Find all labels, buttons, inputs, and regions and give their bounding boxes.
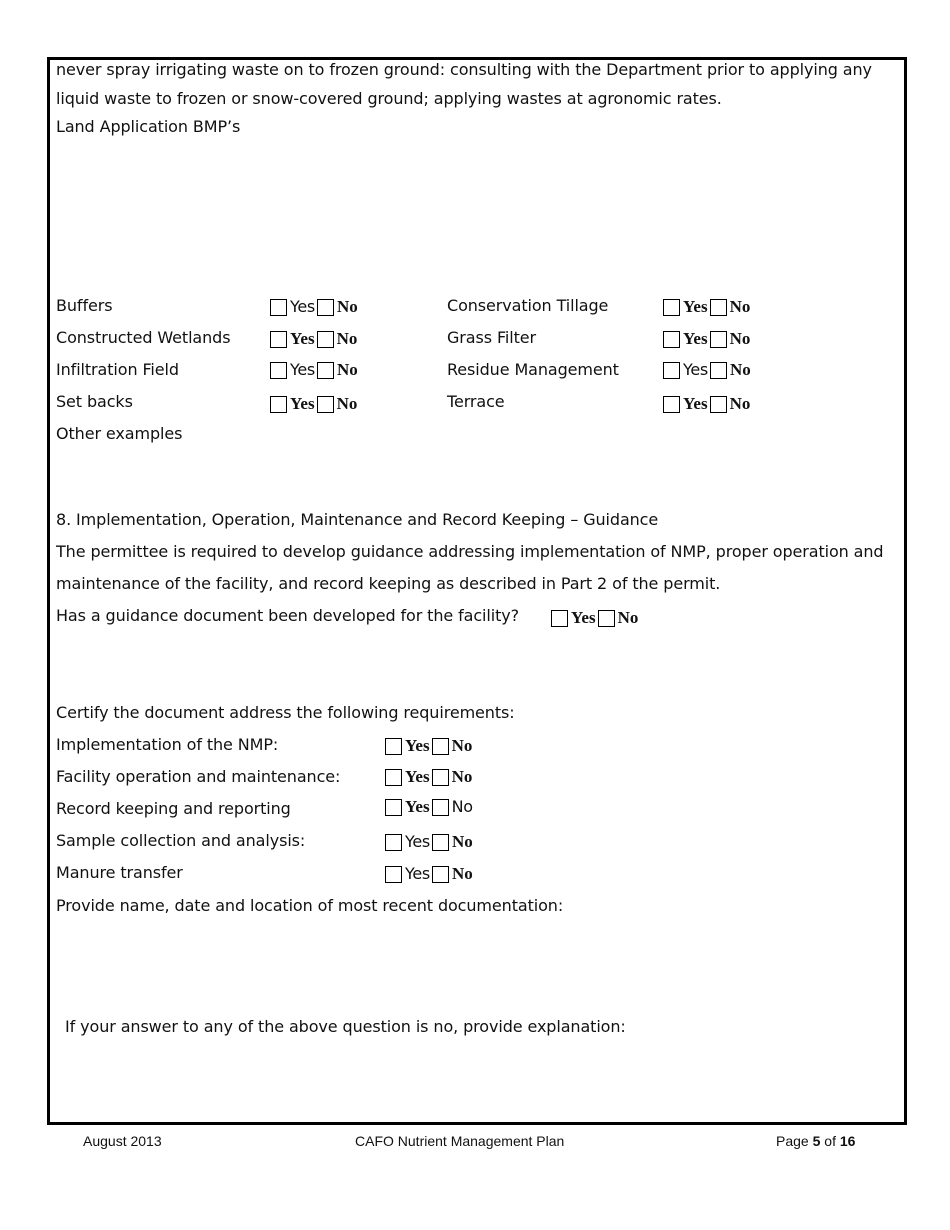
infiltration-field-yes-checkbox[interactable] [270, 362, 287, 379]
guidance-no-checkbox[interactable] [598, 610, 615, 627]
constructed-wetlands-yes-checkbox[interactable] [270, 331, 287, 348]
bmp-label-conservation-tillage: Conservation Tillage [447, 296, 609, 315]
record-keeping-no-checkbox[interactable] [432, 799, 449, 816]
yes-label: Yes [405, 736, 430, 755]
yes-label: Yes [683, 360, 708, 379]
set-backs-no-checkbox[interactable] [317, 396, 334, 413]
no-label: No [451, 736, 473, 755]
no-label: No [451, 832, 473, 851]
bmp-label-terrace: Terrace [447, 392, 505, 411]
yes-label: Yes [290, 297, 315, 316]
residue-management-yes-checkbox[interactable] [663, 362, 680, 379]
certify-label-sample-collection: Sample collection and analysis: [56, 831, 306, 850]
sample-collection-no-checkbox[interactable] [432, 834, 449, 851]
page-current: 5 [812, 1133, 821, 1149]
record-keeping-yes-checkbox[interactable] [385, 799, 402, 816]
no-label: No [336, 297, 358, 316]
conservation-tillage-no-checkbox[interactable] [710, 299, 727, 316]
guidance-yes-checkbox[interactable] [551, 610, 568, 627]
facility-operation-yes-checkbox[interactable] [385, 769, 402, 786]
intro-line-2: liquid waste to frozen or snow-covered ground; applying wastes at agronomic rates. [56, 89, 722, 108]
bmp-buffers-options [270, 297, 358, 317]
bmp-label-infiltration-field: Infiltration Field [56, 360, 179, 379]
bmp-other-examples: Other examples [56, 424, 183, 443]
no-label: No [729, 394, 751, 413]
bmp-label-constructed-wetlands: Constructed Wetlands [56, 328, 231, 347]
no-label: No [617, 608, 639, 627]
no-label: No [729, 360, 751, 379]
no-label: No [336, 329, 358, 348]
bmp-label-residue-management: Residue Management [447, 360, 619, 379]
implementation-no-checkbox[interactable] [432, 738, 449, 755]
no-label: No [451, 767, 473, 786]
yes-label: Yes [405, 767, 430, 786]
guidance-question: Has a guidance document been developed for the facility? [56, 606, 520, 625]
conservation-tillage-yes-checkbox[interactable] [663, 299, 680, 316]
certify-label-record-keeping: Record keeping and reporting [56, 799, 291, 818]
bmp-constructed-wetlands-options [270, 329, 357, 349]
terrace-no-checkbox[interactable] [710, 396, 727, 413]
buffers-yes-checkbox[interactable] [270, 299, 287, 316]
manure-transfer-options [385, 864, 473, 884]
bmp-label-buffers: Buffers [56, 296, 113, 315]
bmp-terrace-options [663, 394, 750, 414]
yes-label: Yes [290, 394, 315, 413]
no-label: No [451, 797, 473, 816]
footer-page-number [776, 1132, 855, 1150]
yes-label: Yes [290, 360, 315, 379]
bmp-residue-management-options [663, 360, 751, 380]
certify-heading: Certify the document address the following requirements: [56, 703, 515, 722]
implementation-yes-checkbox[interactable] [385, 738, 402, 755]
bmp-label-set-backs: Set backs [56, 392, 133, 411]
page-total: 16 [839, 1133, 856, 1149]
yes-label: Yes [683, 329, 708, 348]
yes-label: Yes [683, 394, 708, 413]
manure-transfer-no-checkbox[interactable] [432, 866, 449, 883]
no-label: No [729, 329, 751, 348]
yes-label: Yes [571, 608, 596, 627]
section-8-heading: 8. Implementation, Operation, Maintenance and Record Keeping – Guidance [56, 510, 659, 529]
no-label: No [451, 864, 473, 883]
yes-label: Yes [405, 832, 430, 851]
yes-label: Yes [405, 797, 430, 816]
no-label: No [729, 297, 751, 316]
terrace-yes-checkbox[interactable] [663, 396, 680, 413]
no-label: No [336, 360, 358, 379]
section-8-para-2: maintenance of the facility, and record keeping as described in Part 2 of the permit. [56, 574, 721, 593]
explanation-prompt: If your answer to any of the above question is no, provide explanation: [65, 1017, 626, 1036]
certify-label-implementation: Implementation of the NMP: [56, 735, 279, 754]
intro-line-1: never spray irrigating waste on to frozen ground: consulting with the Department prior to applying any [56, 60, 872, 79]
bmp-heading: Land Application BMP’s [56, 117, 241, 136]
buffers-no-checkbox[interactable] [317, 299, 334, 316]
provide-documentation-prompt: Provide name, date and location of most recent documentation: [56, 896, 564, 915]
guidance-options [551, 608, 638, 628]
page-word: Page [776, 1133, 809, 1149]
constructed-wetlands-no-checkbox[interactable] [317, 331, 334, 348]
section-8-para-1: The permittee is required to develop guidance addressing implementation of NMP, proper operation and [56, 542, 884, 561]
sample-collection-yes-checkbox[interactable] [385, 834, 402, 851]
bmp-label-grass-filter: Grass Filter [447, 328, 536, 347]
bmp-infiltration-field-options [270, 360, 358, 380]
residue-management-no-checkbox[interactable] [710, 362, 727, 379]
implementation-options [385, 736, 472, 756]
grass-filter-yes-checkbox[interactable] [663, 331, 680, 348]
facility-operation-options [385, 767, 472, 787]
manure-transfer-yes-checkbox[interactable] [385, 866, 402, 883]
facility-operation-no-checkbox[interactable] [432, 769, 449, 786]
yes-label: Yes [683, 297, 708, 316]
no-label: No [336, 394, 358, 413]
bmp-set-backs-options [270, 394, 357, 414]
certify-label-facility-operation: Facility operation and maintenance: [56, 767, 341, 786]
bmp-grass-filter-options [663, 329, 750, 349]
yes-label: Yes [405, 864, 430, 883]
bmp-conservation-tillage-options [663, 297, 750, 317]
grass-filter-no-checkbox[interactable] [710, 331, 727, 348]
infiltration-field-no-checkbox[interactable] [317, 362, 334, 379]
certify-label-manure-transfer: Manure transfer [56, 863, 183, 882]
of-word: of [824, 1133, 836, 1149]
footer-date: August 2013 [83, 1133, 162, 1149]
footer-title: CAFO Nutrient Management Plan [355, 1133, 565, 1149]
sample-collection-options [385, 832, 473, 852]
record-keeping-options [385, 797, 473, 817]
set-backs-yes-checkbox[interactable] [270, 396, 287, 413]
yes-label: Yes [290, 329, 315, 348]
